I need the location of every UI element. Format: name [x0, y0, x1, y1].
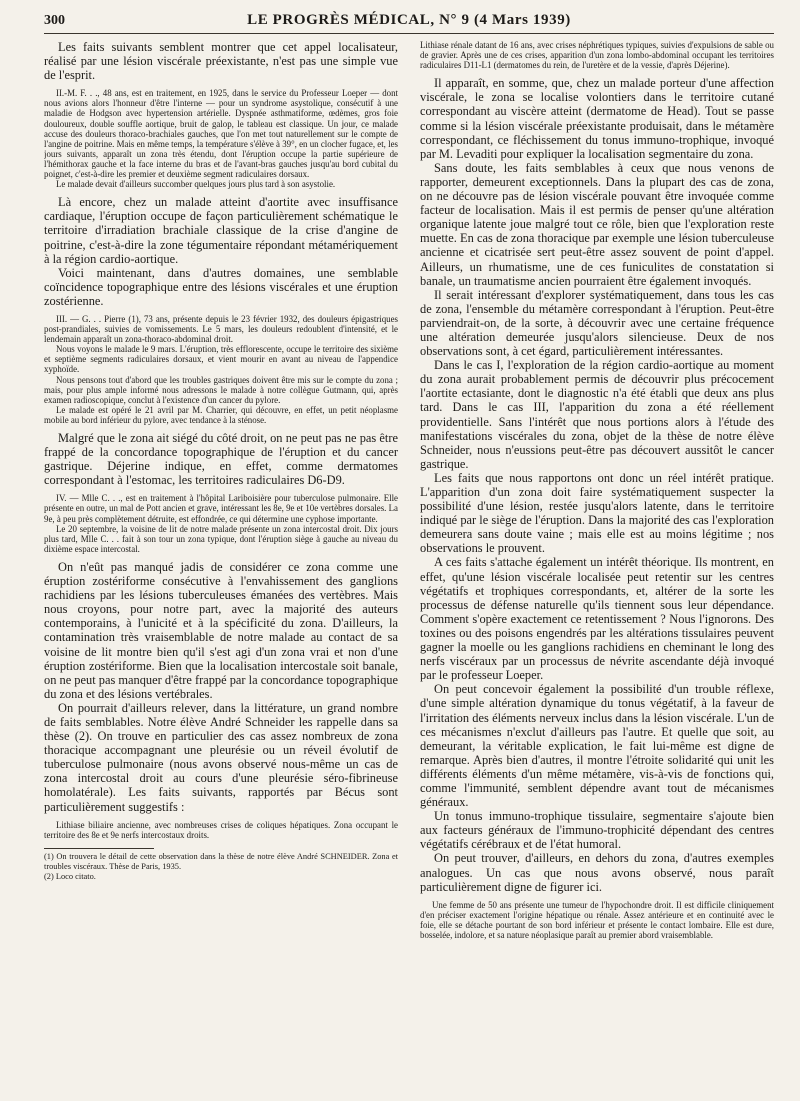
case-report: Le malade est opéré le 21 avril par M. Charrier, qui découvre, en effet, un petit néoplasme mobile au bord inférieur du pylore, avec tendance à la sténose.	[44, 404, 398, 425]
journal-title: LE PROGRÈS MÉDICAL, N° 9 (4 Mars 1939)	[247, 12, 571, 28]
paragraph: On peut trouver, d'ailleurs, en dehors du zona, d'autres exemples analogues. Un cas que nous avons observé, nous paraît particulièrement digne de figurer ici.	[420, 851, 774, 894]
case-report: Nous voyons le malade le 9 mars. L'éruption, très efflorescente, occupe le territoire des sixième et septième segments radiculaires dorsaux, et vient mourir en avant au niveau de l'appendice xyphoïde.	[44, 344, 398, 375]
case-report: Le 20 septembre, la voisine de lit de notre malade présente un zona intercostal droit. Dix jours plus tard, Mlle C. . . fait à son tour un zona typique, dont l'éruption siège à gauche au niveau du dixième espace intercostal.	[44, 523, 398, 554]
paragraph: Dans le cas I, l'exploration de la région cardio-aortique au moment du zona aurait probablement permis de découvrir plus précocement l'aortite ectasiante, dont le diagnostic n'a été établi que deux ans plus tard. Dans le cas III, l'apparition du zona a été réellement providentielle. Sans l'intérêt que nous portions alors à l'étude des manifestations viscérales du zona, objet de la thèse de notre élève Schneider, nous n'eussions peut-être pas découvert aussitôt le cancer gastrique.	[420, 358, 774, 471]
case-report: Lithiase biliaire ancienne, avec nombreuses crises de coliques hépatiques. Zona occupant le territoire des 8e et 9e nerfs intercostaux droits.	[44, 819, 398, 840]
right-column	[420, 40, 774, 940]
paragraph: Là encore, chez un malade atteint d'aortite avec insuffisance cardiaque, l'éruption occupe de façon particulièrement schématique le territoire d'irradiation brachiale classique de la crise d'angine de poitrine, c'est-à-dire la zone tégumentaire répondant métamériquement à la région cardio-aortique.	[44, 195, 398, 266]
paragraph: On n'eût pas manqué jadis de considérer ce zona comme une éruption zostériforme consécutive à l'envahissement des ganglions rachidiens par les lésions tuberculeuses émanées des vertèbres. Mais nous croyons, pour notre part, avec la majorité des auteurs contemporains, à l'unicité et à la spécificité du zona. D'ailleurs, la contamination très vraisemblable de notre malade au contact de sa voisine de lit montre bien qu'il s'est agi d'un zona vrai et non d'une éruption zostériforme. Bien que la localisation intercostale soit banale, on ne peut pas manquer d'être frappé par la concordance topographique du zona et des lésions vertébrales.	[44, 559, 398, 701]
running-header	[44, 12, 774, 34]
paragraph: A ces faits s'attache également un intérêt théorique. Ils montrent, en effet, qu'une lésion viscérale localisée peut retentir sur les centres végétatifs et trophiques correspondants, et, altérer de la sorte les processus de défense naturelle qu'ils tiennent sous leur dépendance. Comment s'opère exactement ce retentissement ? Nous l'ignorons. Des toxines ou des poisons engendrés par les altérations tissulaires peuvent gagner la moelle ou les ganglions rachidiens en cheminant le long des nerfs viscéraux par un processus de névrite ascendante déjà invoqué par le professeur Loeper.	[420, 555, 774, 683]
case-report: Le malade devait d'ailleurs succomber quelques jours plus tard à son asystolie.	[56, 179, 336, 190]
footnote: (2) Loco citato.	[44, 871, 96, 881]
case-report: IV. — Mlle C. . ., est en traitement à l'hôpital Lariboisière pour tuberculose pulmonaire. Elle présente en outre, un mal de Pott ancien et grave, intéressant les 8e, 9e et 10e vertèbres dorsales. La 9e, à peu près complètement détruite, est effondrée, ce qui détermine une cyphose importante.	[44, 493, 398, 524]
text-columns	[44, 40, 774, 940]
paragraph: Voici maintenant, dans d'autres domaines, une semblable coïncidence topographique entre des lésions viscérales et une éruption zostérienne.	[44, 265, 398, 308]
paragraph: Malgré que le zona ait siégé du côté droit, on ne peut pas ne pas être frappé de la concordance topographique de l'éruption et du cancer gastrique. Déjerine indique, en effet, comme dermatomes correspondant à l'estomac, les territoires radiculaires D6-D9.	[44, 431, 398, 488]
case-report: Une femme de 50 ans présente une tumeur de l'hypochondre droit. Il est difficile cliniquement d'en préciser exactement l'origine hépatique ou rénale. Assez antérieure et en continuité avec le foie, elle se détache pourtant de son bord inférieur et présente le contact lombaire. Elle est dure, bosselée, indolore, et sa nature néoplasique paraît au premier abord vraisemblable.	[420, 899, 774, 940]
case-report: II.-M. F. . ., 48 ans, est en traitement, en 1925, dans le service du Professeur Loeper — dont nous avions alors l'honneur d'être l'interne — pour un syndrome asystolique, consécutif à une maladie de Hodgson avec hypertension artérielle. Dyspnée asthmatiforme, œdèmes, gros foie douloureux, double souffle aortique, bruit de galop, le tableau est classique. Un jour, ce malade accuse des douleurs thoraco-brachiales gauches, que l'on met tout naturellement sur le compte de l'angine de poitrine. Mais en même temps, la température s'élève à 39°, en un clocher fugace, et, les jours suivants, apparaît un zona très étendu, dont l'éruption occupe la partie supérieure de l'hémithorax gauche et la face interne du bras et de l'avant-bras gauches jusqu'au bord cubital du poignet, c'est-à-dire les premier et deuxième segment radiculaires dorsaux.	[44, 88, 398, 180]
case-report: Lithiase rénale datant de 16 ans, avec crises néphrétiques typiques, suivies d'expulsions de sable ou de gravier. Après une de ces crises, apparition d'un zona lombo-abdominal occupant les territoires radiculaires D11-L1 (dermatomes du rein, de l'uretère et de la vessie, d'après Déjerine).	[420, 40, 774, 71]
footnote-rule	[44, 848, 154, 849]
paragraph: Un tonus immuno-trophique tissulaire, segmentaire s'ajoute bien aux facteurs généraux de l'immuno-trophicité dépendant des centres végétatifs cérébraux et de l'état humoral.	[420, 809, 774, 852]
paragraph: Il apparaît, en somme, que, chez un malade porteur d'une affection viscérale, le zona se localise volontiers dans le territoire cutané correspondant au viscère atteint (dermatome de Head). Tout se passe comme si la lésion viscérale préexistante produisait, dans le métamère correspondant, ce fléchissement du tonus immuno-trophique, invoqué par M. Levaditi pour expliquer la localisation segmentaire du zona.	[420, 76, 774, 161]
paragraph: Il serait intéressant d'explorer systématiquement, dans tous les cas de zona, l'ensemble du métamère correspondant à l'éruption. Peut-être parviendrait-on, de la sorte, à découvrir avec une certaine fréquence une altération demeurée jusqu'alors silencieuse. Deux de nos observations sont, à cet égard, particulièrement intéressantes.	[420, 287, 774, 359]
footnote: (1) On trouvera le détail de cette observation dans la thèse de notre élève André SCHNEIDER. Zona et troubles viscéraux. Thèse de Paris, 1935.	[44, 851, 398, 871]
page-number: 300	[44, 13, 65, 28]
paragraph: On peut concevoir également la possibilité d'un trouble réflexe, d'une simple altération dynamique du tonus végétatif, à la faveur de l'irritation des éléments nerveux inclus dans la lésion viscérale. L'un de ces mécanismes n'exclut d'ailleurs pas l'autre. Et quelle que soit, au demeurant, la véritable explication, le fait lui-même est digne de remarque. Après bien d'autres, il montre l'étroite solidarité qui unit les différents éléments d'un même métamère, vis-à-vis de fonctions qui, comme l'immunité, semblent dépendre avant tout de mécanismes généraux.	[420, 682, 774, 810]
paragraph: Les faits que nous rapportons ont donc un réel intérêt pratique. L'apparition d'un zona doit faire systématiquement suspecter la possibilité d'une lésion, restée jusqu'alors latente, dans le territoire indiqué par le siège de l'éruption. Dans la majorité des cas l'exploration demeurera sans doute vaine ; mais elle est au moins légitime ; nos observations le prouvent.	[420, 470, 774, 556]
case-report: Nous pensons tout d'abord que les troubles gastriques doivent être mis sur le compte du zona ; mais, pour plus ample informé nous adressons le malade à notre collègue Gutmann, qui, après examen radioscopique, conclut à l'existence d'un cancer du pylore.	[44, 374, 398, 405]
case-report: III. — G. . . Pierre (1), 73 ans, présente depuis le 23 février 1932, des douleurs épigastriques post-prandiales, suivies de vomissements. Le 5 mars, les douleurs redoublent d'intensité, et le lendemain apparaît un zona-thoraco-abdominal droit.	[44, 313, 398, 345]
paragraph: On pourrait d'ailleurs relever, dans la littérature, un grand nombre de faits semblables. Notre élève André Schneider les rappelle dans sa thèse (2). On trouve en particulier des cas assez nombreux de zona thoracique accompagnant une pleurésie ou un réveil évolutif de tuberculose pulmonaire (nous avons observé nous-même un cas de zona intercostal droit au cours d'une pleurésie séro-fibrineuse homolatérale). Les faits suivants, rapportés par Bécus sont particulièrement suggestifs :	[44, 700, 398, 814]
paragraph: Sans doute, les faits semblables à ceux que nous venons de rapporter, demeurent exceptionnels. Dans la plupart des cas de zona, on ne découvre pas de lésion viscérale pouvant être invoquée comme facteur de localisation. Mais il est permis de penser qu'une altération organique latente joue malgré tout ce rôle, bien que l'exploration reste muette. En cas de zona thoracique par exemple une lésion tuberculeuse ancienne et cicatrisée sert peut-être assez souvent de point d'appel. Ailleurs, un rhumatisme, une de ces funiculites de constatation si banale, un traumatisme ancien pourraient être également invoqués.	[420, 160, 774, 288]
left-column	[44, 40, 398, 940]
paragraph: Les faits suivants semblent montrer que cet appel localisateur, réalisé par une lésion viscérale préexistante, n'est pas une simple vue de l'esprit.	[44, 40, 398, 83]
